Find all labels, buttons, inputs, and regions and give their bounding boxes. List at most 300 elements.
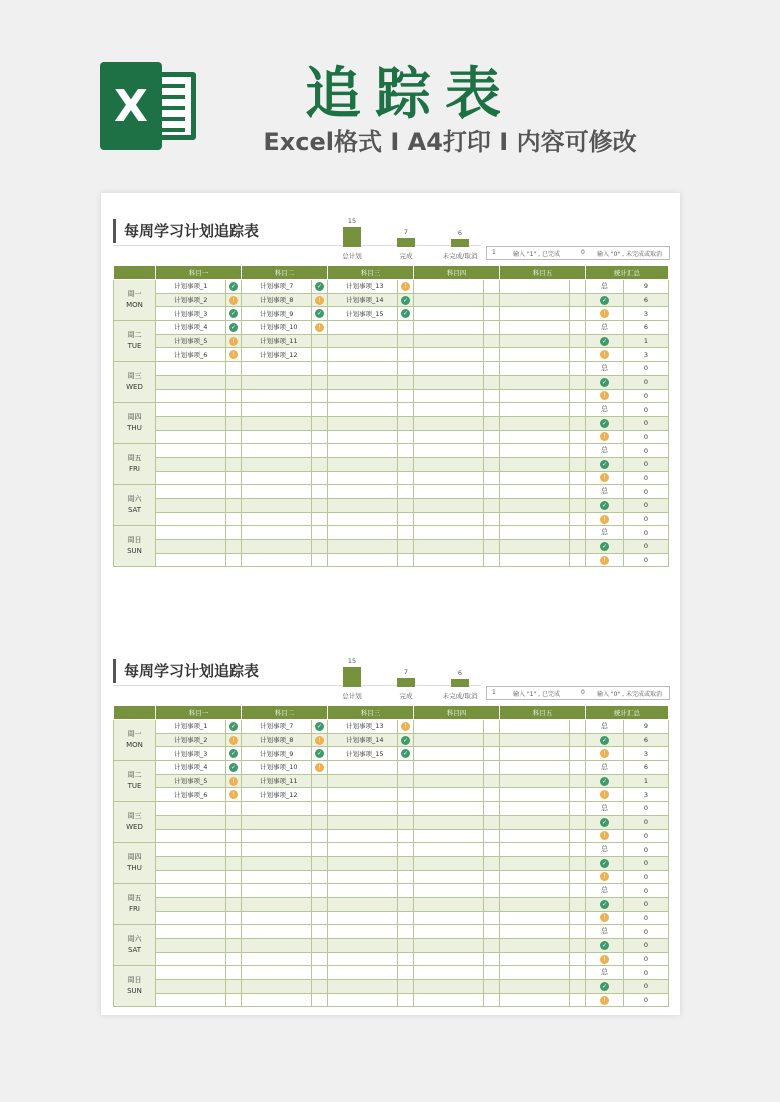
status-cell[interactable] bbox=[570, 444, 586, 458]
status-cell[interactable] bbox=[226, 747, 242, 761]
task-cell[interactable] bbox=[500, 747, 570, 761]
task-cell[interactable] bbox=[156, 952, 226, 966]
status-cell[interactable] bbox=[312, 540, 328, 554]
status-cell[interactable] bbox=[484, 540, 500, 554]
status-cell[interactable] bbox=[570, 430, 586, 444]
task-cell[interactable] bbox=[242, 856, 312, 870]
status-cell[interactable] bbox=[226, 761, 242, 775]
status-cell[interactable] bbox=[226, 457, 242, 471]
status-cell[interactable] bbox=[570, 280, 586, 294]
task-cell[interactable] bbox=[500, 430, 570, 444]
status-cell[interactable] bbox=[484, 870, 500, 884]
status-cell[interactable] bbox=[312, 966, 328, 980]
status-cell[interactable] bbox=[398, 952, 414, 966]
status-cell[interactable] bbox=[398, 307, 414, 321]
task-cell[interactable]: 计划事项_11 bbox=[242, 334, 312, 348]
status-cell[interactable] bbox=[570, 720, 586, 734]
task-cell[interactable]: 计划事项_5 bbox=[156, 334, 226, 348]
task-cell[interactable] bbox=[156, 939, 226, 953]
task-cell[interactable] bbox=[500, 870, 570, 884]
status-cell[interactable] bbox=[312, 389, 328, 403]
status-cell[interactable] bbox=[484, 499, 500, 513]
task-cell[interactable] bbox=[414, 444, 484, 458]
status-cell[interactable] bbox=[312, 788, 328, 802]
status-cell[interactable] bbox=[570, 485, 586, 499]
task-cell[interactable] bbox=[500, 499, 570, 513]
task-cell[interactable] bbox=[414, 843, 484, 857]
task-cell[interactable] bbox=[156, 993, 226, 1007]
task-cell[interactable] bbox=[414, 307, 484, 321]
status-cell[interactable] bbox=[398, 829, 414, 843]
status-cell[interactable] bbox=[484, 911, 500, 925]
task-cell[interactable] bbox=[414, 788, 484, 802]
status-cell[interactable] bbox=[570, 952, 586, 966]
status-cell[interactable] bbox=[570, 293, 586, 307]
task-cell[interactable]: 计划事项_13 bbox=[328, 280, 398, 294]
task-cell[interactable] bbox=[156, 457, 226, 471]
task-cell[interactable] bbox=[414, 389, 484, 403]
status-cell[interactable] bbox=[484, 720, 500, 734]
status-cell[interactable] bbox=[312, 348, 328, 362]
task-cell[interactable] bbox=[414, 774, 484, 788]
task-cell[interactable] bbox=[242, 966, 312, 980]
task-cell[interactable] bbox=[328, 884, 398, 898]
status-cell[interactable] bbox=[398, 897, 414, 911]
task-cell[interactable] bbox=[414, 416, 484, 430]
task-cell[interactable] bbox=[328, 334, 398, 348]
status-cell[interactable] bbox=[226, 321, 242, 335]
task-cell[interactable]: 计划事项_9 bbox=[242, 747, 312, 761]
task-cell[interactable] bbox=[500, 939, 570, 953]
status-cell[interactable] bbox=[484, 293, 500, 307]
task-cell[interactable] bbox=[242, 375, 312, 389]
status-cell[interactable] bbox=[570, 774, 586, 788]
status-cell[interactable] bbox=[570, 321, 586, 335]
status-cell[interactable] bbox=[226, 911, 242, 925]
status-cell[interactable] bbox=[570, 540, 586, 554]
task-cell[interactable] bbox=[328, 952, 398, 966]
task-cell[interactable] bbox=[500, 375, 570, 389]
task-cell[interactable]: 计划事项_6 bbox=[156, 788, 226, 802]
task-cell[interactable]: 计划事项_4 bbox=[156, 321, 226, 335]
task-cell[interactable] bbox=[500, 293, 570, 307]
status-cell[interactable] bbox=[570, 980, 586, 994]
task-cell[interactable] bbox=[500, 389, 570, 403]
task-cell[interactable] bbox=[328, 856, 398, 870]
task-cell[interactable] bbox=[414, 362, 484, 376]
status-cell[interactable] bbox=[484, 856, 500, 870]
task-cell[interactable] bbox=[414, 829, 484, 843]
task-cell[interactable] bbox=[500, 993, 570, 1007]
status-cell[interactable] bbox=[398, 430, 414, 444]
status-cell[interactable] bbox=[570, 870, 586, 884]
status-cell[interactable] bbox=[398, 485, 414, 499]
status-cell[interactable] bbox=[398, 802, 414, 816]
status-cell[interactable] bbox=[398, 457, 414, 471]
status-cell[interactable] bbox=[484, 403, 500, 417]
status-cell[interactable] bbox=[398, 512, 414, 526]
task-cell[interactable]: 计划事项_3 bbox=[156, 307, 226, 321]
status-cell[interactable] bbox=[312, 733, 328, 747]
task-cell[interactable] bbox=[242, 802, 312, 816]
status-cell[interactable] bbox=[312, 457, 328, 471]
status-cell[interactable] bbox=[484, 485, 500, 499]
task-cell[interactable] bbox=[156, 843, 226, 857]
status-cell[interactable] bbox=[570, 761, 586, 775]
status-cell[interactable] bbox=[398, 843, 414, 857]
status-cell[interactable] bbox=[226, 870, 242, 884]
status-cell[interactable] bbox=[398, 540, 414, 554]
task-cell[interactable] bbox=[328, 526, 398, 540]
task-cell[interactable] bbox=[414, 526, 484, 540]
status-cell[interactable] bbox=[484, 843, 500, 857]
task-cell[interactable] bbox=[414, 856, 484, 870]
status-cell[interactable] bbox=[226, 856, 242, 870]
task-cell[interactable] bbox=[328, 553, 398, 567]
status-cell[interactable] bbox=[312, 870, 328, 884]
task-cell[interactable] bbox=[242, 843, 312, 857]
task-cell[interactable] bbox=[414, 540, 484, 554]
task-cell[interactable] bbox=[328, 829, 398, 843]
task-cell[interactable] bbox=[328, 993, 398, 1007]
status-cell[interactable] bbox=[398, 526, 414, 540]
task-cell[interactable] bbox=[156, 925, 226, 939]
status-cell[interactable] bbox=[226, 444, 242, 458]
status-cell[interactable] bbox=[484, 389, 500, 403]
status-cell[interactable] bbox=[570, 416, 586, 430]
task-cell[interactable] bbox=[328, 512, 398, 526]
status-cell[interactable] bbox=[398, 416, 414, 430]
task-cell[interactable] bbox=[414, 293, 484, 307]
task-cell[interactable] bbox=[414, 280, 484, 294]
task-cell[interactable] bbox=[242, 362, 312, 376]
task-cell[interactable] bbox=[414, 911, 484, 925]
status-cell[interactable] bbox=[398, 884, 414, 898]
status-cell[interactable] bbox=[226, 389, 242, 403]
status-cell[interactable] bbox=[312, 307, 328, 321]
task-cell[interactable] bbox=[414, 884, 484, 898]
task-cell[interactable]: 计划事项_2 bbox=[156, 733, 226, 747]
status-cell[interactable] bbox=[484, 416, 500, 430]
status-cell[interactable] bbox=[398, 939, 414, 953]
task-cell[interactable]: 计划事项_3 bbox=[156, 747, 226, 761]
task-cell[interactable] bbox=[242, 389, 312, 403]
status-cell[interactable] bbox=[398, 966, 414, 980]
status-cell[interactable] bbox=[484, 348, 500, 362]
status-cell[interactable] bbox=[312, 485, 328, 499]
status-cell[interactable] bbox=[570, 403, 586, 417]
status-cell[interactable] bbox=[312, 526, 328, 540]
status-cell[interactable] bbox=[226, 993, 242, 1007]
task-cell[interactable]: 计划事项_10 bbox=[242, 761, 312, 775]
status-cell[interactable] bbox=[484, 829, 500, 843]
task-cell[interactable] bbox=[500, 980, 570, 994]
status-cell[interactable] bbox=[398, 389, 414, 403]
status-cell[interactable] bbox=[398, 280, 414, 294]
task-cell[interactable] bbox=[414, 897, 484, 911]
task-cell[interactable] bbox=[414, 430, 484, 444]
status-cell[interactable] bbox=[312, 334, 328, 348]
task-cell[interactable] bbox=[156, 403, 226, 417]
status-cell[interactable] bbox=[484, 993, 500, 1007]
task-cell[interactable] bbox=[156, 884, 226, 898]
task-cell[interactable] bbox=[414, 870, 484, 884]
status-cell[interactable] bbox=[570, 897, 586, 911]
task-cell[interactable]: 计划事项_15 bbox=[328, 747, 398, 761]
task-cell[interactable] bbox=[500, 802, 570, 816]
task-cell[interactable] bbox=[156, 966, 226, 980]
status-cell[interactable] bbox=[484, 375, 500, 389]
status-cell[interactable] bbox=[226, 307, 242, 321]
task-cell[interactable] bbox=[500, 829, 570, 843]
status-cell[interactable] bbox=[312, 843, 328, 857]
status-cell[interactable] bbox=[312, 952, 328, 966]
status-cell[interactable] bbox=[570, 802, 586, 816]
status-cell[interactable] bbox=[398, 747, 414, 761]
task-cell[interactable] bbox=[328, 321, 398, 335]
task-cell[interactable] bbox=[156, 512, 226, 526]
task-cell[interactable] bbox=[500, 457, 570, 471]
task-cell[interactable] bbox=[414, 733, 484, 747]
task-cell[interactable] bbox=[414, 512, 484, 526]
task-cell[interactable] bbox=[500, 334, 570, 348]
status-cell[interactable] bbox=[570, 925, 586, 939]
task-cell[interactable] bbox=[156, 815, 226, 829]
status-cell[interactable] bbox=[570, 911, 586, 925]
status-cell[interactable] bbox=[312, 856, 328, 870]
task-cell[interactable] bbox=[242, 416, 312, 430]
status-cell[interactable] bbox=[226, 939, 242, 953]
status-cell[interactable] bbox=[484, 457, 500, 471]
status-cell[interactable] bbox=[312, 815, 328, 829]
task-cell[interactable] bbox=[156, 980, 226, 994]
status-cell[interactable] bbox=[312, 499, 328, 513]
status-cell[interactable] bbox=[226, 980, 242, 994]
task-cell[interactable] bbox=[500, 512, 570, 526]
task-cell[interactable] bbox=[242, 471, 312, 485]
status-cell[interactable] bbox=[570, 788, 586, 802]
status-cell[interactable] bbox=[398, 720, 414, 734]
status-cell[interactable] bbox=[398, 403, 414, 417]
task-cell[interactable] bbox=[242, 457, 312, 471]
status-cell[interactable] bbox=[570, 334, 586, 348]
task-cell[interactable] bbox=[156, 897, 226, 911]
task-cell[interactable] bbox=[328, 348, 398, 362]
status-cell[interactable] bbox=[484, 925, 500, 939]
task-cell[interactable] bbox=[328, 499, 398, 513]
status-cell[interactable] bbox=[398, 733, 414, 747]
task-cell[interactable] bbox=[414, 334, 484, 348]
task-cell[interactable] bbox=[242, 512, 312, 526]
status-cell[interactable] bbox=[226, 334, 242, 348]
task-cell[interactable] bbox=[414, 939, 484, 953]
task-cell[interactable] bbox=[414, 403, 484, 417]
task-cell[interactable] bbox=[242, 993, 312, 1007]
status-cell[interactable] bbox=[398, 856, 414, 870]
status-cell[interactable] bbox=[570, 993, 586, 1007]
task-cell[interactable]: 计划事项_9 bbox=[242, 307, 312, 321]
task-cell[interactable] bbox=[500, 952, 570, 966]
task-cell[interactable] bbox=[156, 362, 226, 376]
status-cell[interactable] bbox=[312, 939, 328, 953]
status-cell[interactable] bbox=[398, 815, 414, 829]
task-cell[interactable] bbox=[242, 815, 312, 829]
status-cell[interactable] bbox=[484, 897, 500, 911]
task-cell[interactable] bbox=[242, 884, 312, 898]
status-cell[interactable] bbox=[226, 884, 242, 898]
status-cell[interactable] bbox=[312, 280, 328, 294]
task-cell[interactable] bbox=[242, 430, 312, 444]
status-cell[interactable] bbox=[484, 802, 500, 816]
task-cell[interactable] bbox=[328, 925, 398, 939]
status-cell[interactable] bbox=[570, 747, 586, 761]
task-cell[interactable] bbox=[414, 499, 484, 513]
status-cell[interactable] bbox=[398, 774, 414, 788]
task-cell[interactable] bbox=[156, 471, 226, 485]
status-cell[interactable] bbox=[226, 829, 242, 843]
status-cell[interactable] bbox=[398, 375, 414, 389]
task-cell[interactable] bbox=[242, 499, 312, 513]
task-cell[interactable] bbox=[500, 884, 570, 898]
status-cell[interactable] bbox=[570, 471, 586, 485]
status-cell[interactable] bbox=[226, 952, 242, 966]
task-cell[interactable] bbox=[328, 540, 398, 554]
task-cell[interactable] bbox=[500, 321, 570, 335]
task-cell[interactable]: 计划事项_12 bbox=[242, 788, 312, 802]
task-cell[interactable]: 计划事项_10 bbox=[242, 321, 312, 335]
status-cell[interactable] bbox=[570, 375, 586, 389]
task-cell[interactable]: 计划事项_8 bbox=[242, 733, 312, 747]
status-cell[interactable] bbox=[398, 334, 414, 348]
status-cell[interactable] bbox=[570, 362, 586, 376]
status-cell[interactable] bbox=[484, 526, 500, 540]
task-cell[interactable] bbox=[500, 897, 570, 911]
task-cell[interactable] bbox=[242, 897, 312, 911]
status-cell[interactable] bbox=[226, 733, 242, 747]
task-cell[interactable] bbox=[156, 856, 226, 870]
status-cell[interactable] bbox=[570, 843, 586, 857]
task-cell[interactable] bbox=[328, 430, 398, 444]
task-cell[interactable] bbox=[242, 444, 312, 458]
task-cell[interactable]: 计划事项_14 bbox=[328, 733, 398, 747]
task-cell[interactable]: 计划事项_13 bbox=[328, 720, 398, 734]
task-cell[interactable] bbox=[500, 485, 570, 499]
status-cell[interactable] bbox=[570, 884, 586, 898]
task-cell[interactable]: 计划事项_6 bbox=[156, 348, 226, 362]
status-cell[interactable] bbox=[484, 815, 500, 829]
status-cell[interactable] bbox=[398, 321, 414, 335]
status-cell[interactable] bbox=[312, 993, 328, 1007]
status-cell[interactable] bbox=[484, 471, 500, 485]
status-cell[interactable] bbox=[570, 526, 586, 540]
task-cell[interactable]: 计划事项_1 bbox=[156, 280, 226, 294]
status-cell[interactable] bbox=[398, 348, 414, 362]
status-cell[interactable] bbox=[398, 870, 414, 884]
task-cell[interactable] bbox=[328, 457, 398, 471]
status-cell[interactable] bbox=[226, 526, 242, 540]
status-cell[interactable] bbox=[484, 307, 500, 321]
task-cell[interactable] bbox=[414, 952, 484, 966]
task-cell[interactable] bbox=[156, 526, 226, 540]
task-cell[interactable]: 计划事项_4 bbox=[156, 761, 226, 775]
task-cell[interactable] bbox=[500, 471, 570, 485]
status-cell[interactable] bbox=[484, 952, 500, 966]
status-cell[interactable] bbox=[484, 512, 500, 526]
task-cell[interactable] bbox=[414, 457, 484, 471]
status-cell[interactable] bbox=[484, 444, 500, 458]
task-cell[interactable]: 计划事项_7 bbox=[242, 720, 312, 734]
task-cell[interactable] bbox=[328, 870, 398, 884]
status-cell[interactable] bbox=[312, 720, 328, 734]
task-cell[interactable] bbox=[328, 375, 398, 389]
status-cell[interactable] bbox=[312, 980, 328, 994]
task-cell[interactable] bbox=[500, 761, 570, 775]
task-cell[interactable] bbox=[414, 553, 484, 567]
task-cell[interactable] bbox=[500, 307, 570, 321]
task-cell[interactable] bbox=[500, 403, 570, 417]
status-cell[interactable] bbox=[312, 897, 328, 911]
status-cell[interactable] bbox=[570, 856, 586, 870]
task-cell[interactable] bbox=[328, 485, 398, 499]
status-cell[interactable] bbox=[570, 966, 586, 980]
task-cell[interactable] bbox=[328, 362, 398, 376]
status-cell[interactable] bbox=[570, 457, 586, 471]
task-cell[interactable] bbox=[328, 389, 398, 403]
status-cell[interactable] bbox=[398, 444, 414, 458]
task-cell[interactable] bbox=[156, 430, 226, 444]
task-cell[interactable] bbox=[156, 802, 226, 816]
task-cell[interactable] bbox=[156, 540, 226, 554]
status-cell[interactable] bbox=[312, 911, 328, 925]
task-cell[interactable]: 计划事项_15 bbox=[328, 307, 398, 321]
status-cell[interactable] bbox=[312, 829, 328, 843]
status-cell[interactable] bbox=[312, 774, 328, 788]
status-cell[interactable] bbox=[484, 430, 500, 444]
task-cell[interactable] bbox=[414, 348, 484, 362]
status-cell[interactable] bbox=[226, 348, 242, 362]
task-cell[interactable] bbox=[500, 362, 570, 376]
task-cell[interactable] bbox=[328, 966, 398, 980]
status-cell[interactable] bbox=[226, 485, 242, 499]
task-cell[interactable] bbox=[414, 761, 484, 775]
task-cell[interactable] bbox=[414, 815, 484, 829]
task-cell[interactable] bbox=[328, 980, 398, 994]
status-cell[interactable] bbox=[226, 471, 242, 485]
status-cell[interactable] bbox=[398, 293, 414, 307]
task-cell[interactable]: 计划事项_14 bbox=[328, 293, 398, 307]
status-cell[interactable] bbox=[226, 966, 242, 980]
status-cell[interactable] bbox=[570, 348, 586, 362]
status-cell[interactable] bbox=[312, 403, 328, 417]
status-cell[interactable] bbox=[312, 362, 328, 376]
task-cell[interactable] bbox=[328, 815, 398, 829]
status-cell[interactable] bbox=[226, 897, 242, 911]
task-cell[interactable] bbox=[156, 375, 226, 389]
task-cell[interactable] bbox=[414, 747, 484, 761]
status-cell[interactable] bbox=[226, 430, 242, 444]
status-cell[interactable] bbox=[226, 774, 242, 788]
task-cell[interactable] bbox=[328, 761, 398, 775]
task-cell[interactable] bbox=[328, 911, 398, 925]
status-cell[interactable] bbox=[226, 416, 242, 430]
task-cell[interactable] bbox=[156, 870, 226, 884]
task-cell[interactable] bbox=[414, 993, 484, 1007]
status-cell[interactable] bbox=[226, 925, 242, 939]
status-cell[interactable] bbox=[398, 980, 414, 994]
task-cell[interactable] bbox=[500, 911, 570, 925]
status-cell[interactable] bbox=[570, 939, 586, 953]
status-cell[interactable] bbox=[312, 747, 328, 761]
